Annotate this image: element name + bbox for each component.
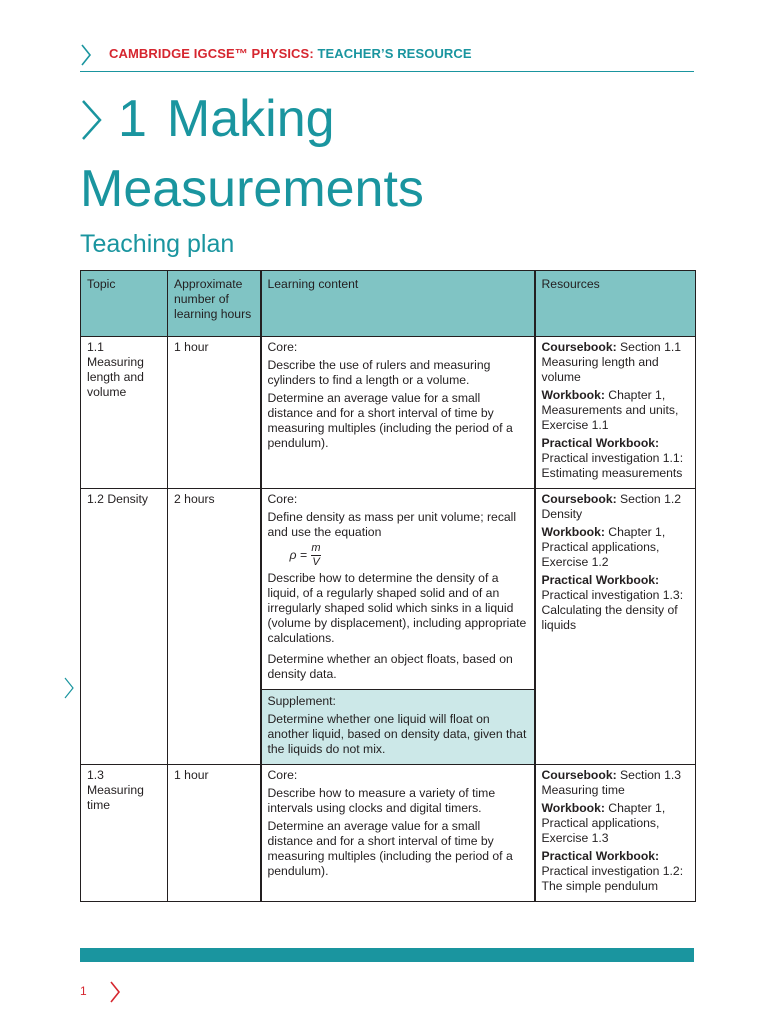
table-row	[81, 765, 696, 902]
resource-item: Workbook: Chapter 1, Measurements and units, Exercise 1.1	[541, 388, 679, 432]
resources-cell	[535, 337, 696, 489]
learning-content-cell	[261, 489, 535, 690]
resource-item: Coursebook: Section 1.3 Measuring time	[541, 768, 682, 797]
learning-content-cell	[261, 337, 535, 489]
chevron-right-icon	[109, 981, 121, 1003]
resources-cell	[535, 765, 696, 902]
header-divider	[80, 71, 694, 72]
resources-cell	[535, 489, 696, 765]
header-resources: Resources	[535, 271, 696, 337]
resource-item: Coursebook: Section 1.1 Measuring length and volume	[541, 340, 682, 384]
chevron-right-icon	[63, 677, 75, 699]
footer-bar	[80, 948, 694, 962]
resource-item: Practical Workbook: Practical investigation 1.1: Estimating measurements	[541, 436, 684, 480]
topic-cell: 1.3 Measuring time	[81, 765, 168, 902]
header-topic: Topic	[81, 271, 168, 337]
resource-item: Coursebook: Section 1.2 Density	[541, 492, 682, 521]
header-hours: Approximate number of learning hours	[168, 271, 261, 337]
content-item: Determine an average value for a small distance and for a short interval of time by measuring multiples (including the period of a pendulum).	[267, 819, 513, 878]
table-row	[81, 337, 696, 489]
chapter-title-line1: Making	[166, 90, 335, 148]
supplement-label: Supplement:	[267, 694, 336, 708]
section-title: Teaching plan	[80, 230, 235, 258]
learning-content-cell	[261, 765, 535, 902]
chapter-title	[80, 84, 700, 224]
header-learning-content: Learning content	[261, 271, 535, 337]
running-header	[109, 46, 472, 61]
hours-cell: 1 hour	[168, 765, 261, 902]
chapter-number: 1	[118, 90, 147, 148]
page-number: 1	[80, 984, 87, 998]
supplement-text: Determine whether one liquid will float on another liquid, based on density data, given that the liquids do not mix.	[267, 712, 527, 756]
topic-cell: 1.2 Density	[81, 489, 168, 765]
chevron-right-icon	[80, 44, 92, 66]
core-label: Core:	[267, 340, 298, 354]
content-item: Describe how to determine the density of a liquid, of a regularly shaped solid and of an irregularly shaped solid which sinks in a liquid (volume by displacement), including appropriate calculations.	[267, 571, 527, 645]
density-equation: ρ = $\frac{m}{V}$	[289, 542, 321, 568]
core-label: Core:	[267, 492, 298, 506]
resource-item: Workbook: Chapter 1, Practical applications, Exercise 1.3	[541, 801, 666, 845]
content-item: Describe the use of rulers and measuring cylinders to find a length or a volume.	[267, 358, 491, 387]
table-header-row	[81, 271, 696, 337]
chapter-title-line2: Measurements	[80, 160, 424, 218]
header-series: CAMBRIDGE IGCSE™ PHYSICS:	[109, 46, 314, 61]
resource-item: Workbook: Chapter 1, Practical applications, Exercise 1.2	[541, 525, 666, 569]
resource-item: Practical Workbook: Practical investigation 1.3: Calculating the density of liquids	[541, 573, 684, 632]
content-item: Determine whether an object floats, based on density data.	[267, 652, 513, 681]
teaching-plan-table	[80, 270, 696, 902]
content-item: Determine an average value for a small distance and for a short interval of time by measuring multiples (including the period of a pendulum).	[267, 391, 513, 450]
header-resource: TEACHER’S RESOURCE	[317, 46, 472, 61]
table-row	[81, 489, 696, 690]
hours-cell: 1 hour	[168, 337, 261, 489]
core-label: Core:	[267, 768, 298, 782]
resource-item: Practical Workbook: Practical investigation 1.2: The simple pendulum	[541, 849, 684, 893]
content-item: Define density as mass per unit volume; recall and use the equation	[267, 510, 517, 539]
supplement-cell	[261, 690, 535, 765]
topic-cell: 1.1 Measuring length and volume	[81, 337, 168, 489]
hours-cell: 2 hours	[168, 489, 261, 765]
content-item: Describe how to measure a variety of time intervals using clocks and digital timers.	[267, 786, 496, 815]
